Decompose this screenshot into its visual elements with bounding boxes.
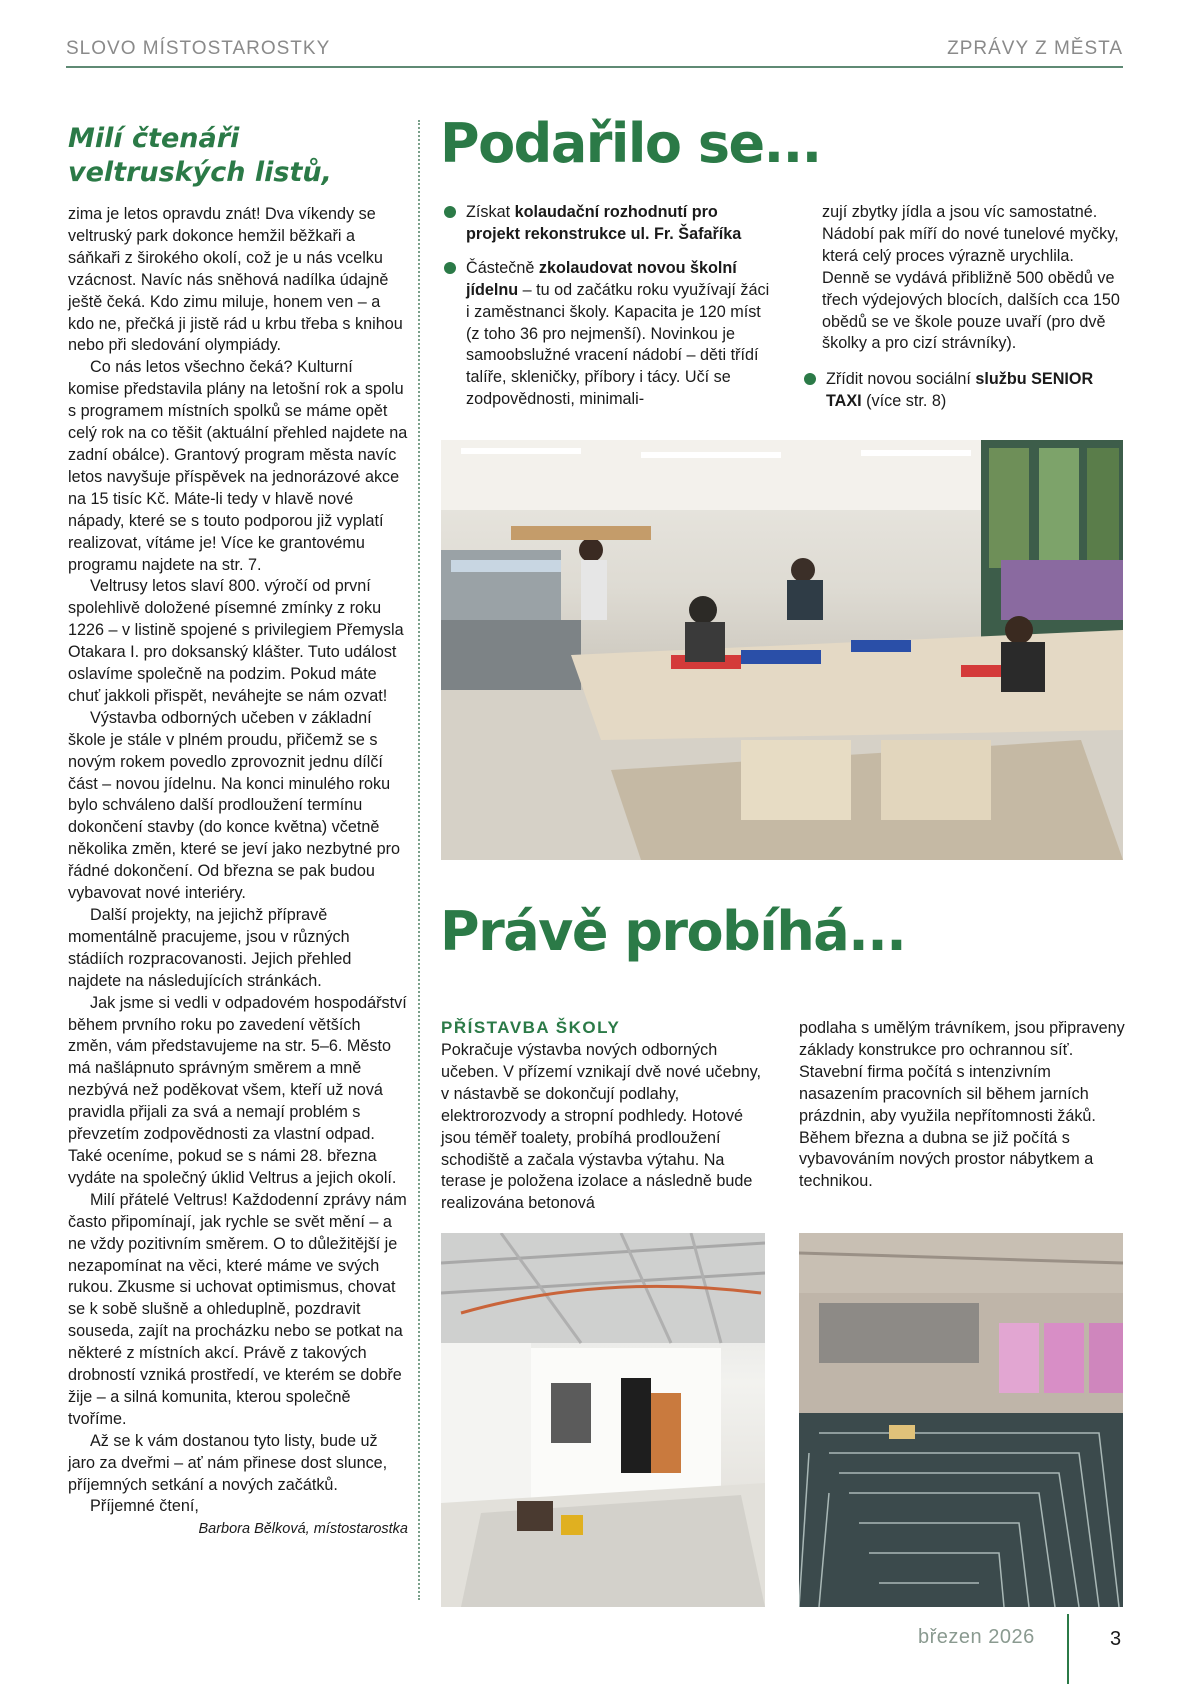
bullet-text: Zřídit novou sociální <box>826 370 976 389</box>
success-column-2 <box>804 202 1126 425</box>
letter-paragraph: Veltrusy letos slaví 800. výročí od první spolehlivě doložené písemné zmínky z roku 1226 – v listině spojené s privilegiem Přemysla Otakara I. pro doksanský klášter. Tuto událost oslavíme společně na podzim. Pokud máte chuť jakkoli přispět, neváhejte se nám ozvat! <box>68 577 404 705</box>
bullet-dot-icon <box>804 373 816 385</box>
construction-interior-photo <box>441 1233 765 1607</box>
bullet-item <box>444 202 770 246</box>
success-heading: Podařilo se... <box>440 112 821 175</box>
section-label-left: SLOVO MÍSTOSTAROSTKY <box>66 38 331 59</box>
floor-heating-photo <box>799 1233 1123 1607</box>
bullet-bold-text: kolaudační rozhodnutí pro projekt rekonstrukce ul. Fr. Šafaříka <box>466 203 742 243</box>
bullet-dot-icon <box>444 262 456 274</box>
section-label-right: ZPRÁVY Z MĚSTA <box>947 38 1123 59</box>
ongoing-heading: Právě probíhá... <box>440 900 906 963</box>
bullet-item <box>804 369 1126 413</box>
bullet-text: (více str. 8) <box>861 392 947 411</box>
bullet-text: Získat <box>466 203 515 221</box>
bullet-text: Částečně <box>466 258 539 277</box>
bullet-bold-text: zkolaudovat novou školní jídelnu <box>466 258 737 299</box>
letter-paragraph: Co nás letos všechno čeká? Kulturní komise představila plány na letošní rok a spolu s programem místních spolků se máme opět celý rok na co těšit (aktuální přehled najdete na zadní obálce). Grantový program města navíc letos navyšuje příspěvek na jednorázové akce na 15 tisíc Kč. Máte-li tedy v hlavě nové nápady, které se s touto podporou již vyplatí realizovat, vítáme je! Více ke grantovému programu najdete na str. 7. <box>68 358 408 574</box>
issue-date: březen 2026 <box>918 1626 1035 1648</box>
bullet-text: – tu od začátku roku využívají žáci i zaměstnanci školy. Kapacita je 120 míst (z toho 36 pro nejmenší). Novinkou je samoobslužné vracení nádobí – děti třídí talíře, skleničky, příbory i tácy. Učí se zodpovědnosti, minimali- <box>466 280 770 409</box>
letter-body <box>68 204 408 1541</box>
page-number: 3 <box>1110 1628 1122 1650</box>
success-column-1 <box>444 202 770 423</box>
letter-closing: Příjemné čtení, <box>90 1497 199 1516</box>
letter-paragraph: Až se k vám dostanou tyto listy, bude už jaro za dveřmi – ať nám přinese dost slunce, příjemných setkání a nových začátků. <box>68 1431 388 1494</box>
letter-paragraph: Další projekty, na jejichž přípravě momentálně pracujeme, jsou v různých stádiích rozpracovanosti. Jejich přehled najdete na následujících stránkách. <box>68 906 352 990</box>
letter-signature: Barbora Bělková, místostarostka <box>198 1521 408 1538</box>
letter-paragraph: Jak jsme si vedli v odpadovém hospodářství během prvního roku po zavedení větších změn, vám představujeme na str. 5–6. Město má našlápnuto správným směrem a mně nezbývá než poděkovat všem, kteří už nová pravidla přijali za svá a nemají problém s převzetím zodpovědnosti za vlastní odpad. Také oceníme, pokud se s námi 28. března vydáte na společný úklid Veltrus a jejich okolí. <box>68 993 407 1187</box>
bullet-bold-text: službu SENIOR TAXI <box>826 370 1094 411</box>
letter-paragraph: Milí přátelé Veltrus! Každodenní zprávy nám často připomínají, jak rychle se svět mění – a ne vždy pozitivním směrem. O to důležitější je nezapomínat na věci, které máme ve svých rukou. Zkusme si uchovat optimismus, chovat se k sobě slušně a ohleduplně, pozdravit souseda, zajít na procházku nebo se potkat na některé z místních akcí. Právě z takových drobností vzniká prostředí, ve kterém se dobře žije – a silná komunita, kterou společně tvoříme. <box>68 1190 407 1428</box>
greeting-line-2: veltruských listů, <box>68 157 332 188</box>
bullet-continuation: zují zbytky jídla a jsou víc samostatné. Nádobí pak míří do nové tunelové myčky, která celý proces výrazně urychlila. Denně se vydává přibližně 500 obědů ve třech výdejových blocích, dalších cca 150 obědů se ve škole pouze uvaří (pro dvě školky a pro cizí strávníky). <box>822 203 1120 353</box>
bullet-dot-icon <box>444 206 456 218</box>
ongoing-text-2: podlaha s umělým trávníkem, jsou připraveny základy konstrukce pro ochrannou síť. Stavební firma počítá s intenzivním nasazením pracovních sil během jarních prázdnin, aby využila nepřítomnosti žáků. Během března a dubna se již počítá s vybavováním nových prostor nábytkem a technikou. <box>799 1019 1125 1191</box>
greeting-line-1: Milí čtenáři <box>68 123 240 154</box>
footer-rule <box>1067 1614 1069 1684</box>
letter-paragraph: zima je letos opravdu znát! Dva víkendy se veltruský park dokonce hemžil běžkaři a sáňkaři z širokého okolí, což je u nás vcelku vzácnost. Navíc nás sněhová nadílka údajně ještě čeká. Kdo zimu miluje, honem ven – a kdo ne, přečká ji jistě rád u krbu třeba s knihou nebo při sledování olympiády. <box>68 205 403 355</box>
canteen-photo <box>441 440 1123 860</box>
column-divider <box>418 120 420 1600</box>
bullet-item <box>444 258 770 411</box>
ongoing-subtitle: PŘÍSTAVBA ŠKOLY <box>441 1018 621 1037</box>
header-rule <box>66 66 1123 68</box>
letter-paragraph: Výstavba odborných učeben v základní škole je stále v plném proudu, přičemž se s novým rokem povedlo zprovoznit jednu dílčí část – novou jídelnu. Na konci minulého roku bylo schváleno další prodloužení termínu dokončení stavby (do konce května) včetně několika změn, které se jeví jako nezbytné pro řádné dokončení. Od března se pak budou vybavovat nové interiéry. <box>68 708 401 903</box>
ongoing-text-1: Pokračuje výstavba nových odborných učeben. V přízemí vznikají dvě nové učebny, v nástavbě se dokončují podlahy, elektrorozvody a stropní podhledy. Hotové jsou téměř toalety, probíhá prodloužení schodiště a začala výstavba výtahu. Na terase je položena izolace a následně bude realizována betonová <box>441 1041 762 1213</box>
letter-greeting <box>68 122 398 190</box>
